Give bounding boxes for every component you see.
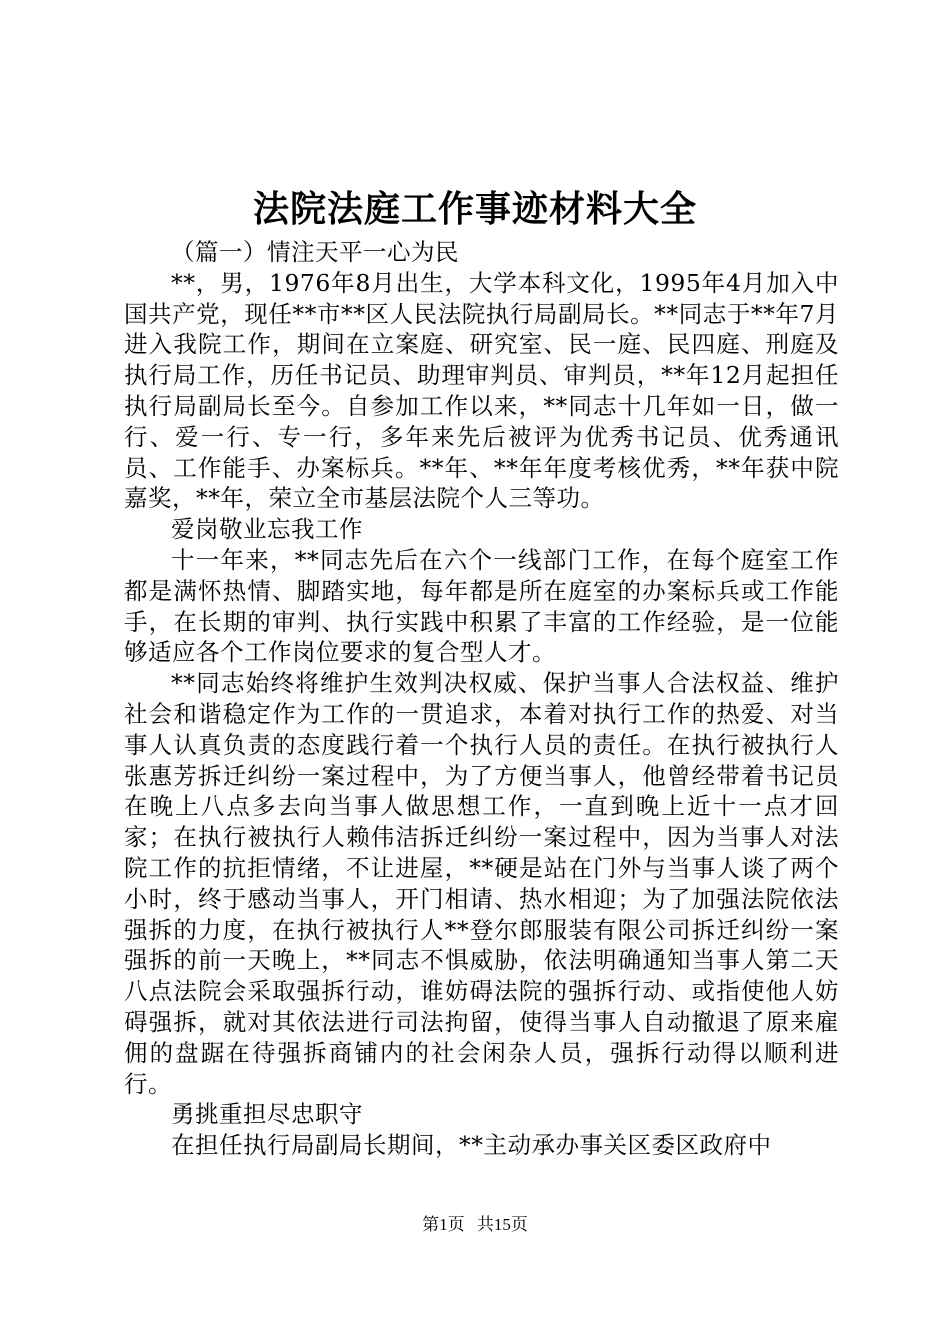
body-paragraph: 十一年来，**同志先后在六个一线部门工作，在每个庭室工作都是满怀热情、脚踏实地，每年都是所在庭室的办案标兵或工作能手，在长期的审判、执行实践中积累了丰富的工作经验，是一位能够适应各个工作岗位要求的复合型人才。 (124, 545, 839, 667)
document-title: 法院法庭工作事迹材料大全 (252, 188, 697, 230)
document-body (124, 237, 839, 1161)
page-total: 共15页 (476, 1215, 528, 1234)
section-heading: 勇挑重担尽忠职守 (171, 1100, 363, 1129)
body-paragraph: **同志始终将维护生效判决权威、保护当事人合法权益、维护社会和谐稳定作为工作的一贯追求，本着对执行工作的热爱、对当事人认真负责的态度践行着一个执行人员的责任。在执行被执行人张惠芳拆迁纠纷一案过程中，为了方便当事人，他曾经带着书记员在晚上八点多去向当事人做思想工作，一直到晚上近十一点才回家；在执行被执行人赖伟洁拆迁纠纷一案过程中，因为当事人对法院工作的抗拒情绪，不让进屋，**硬是站在门外与当事人谈了两个小时，终于感动当事人，开门相请、热水相迎；为了加强法院依法强拆的力度，在执行被执行人**登尔郎服装有限公司拆迁纠纷一案强拆的前一天晚上，**同志不惧威胁，依法明确通知当事人第二天八点法院会采取强拆行动，谁妨碍法院的强拆行动、或指使他人妨碍强拆，就对其依法进行司法拘留，使得当事人自动撤退了原来雇佣的盘踞在待强拆商铺内的社会闲杂人员，强拆行动得以顺利进行。 (124, 669, 839, 1098)
page-footer (0, 1214, 950, 1236)
section-heading: （篇一）情注天平一心为民 (171, 238, 459, 266)
body-paragraph: 在担任执行局副局长期间，**主动承办事关区委区政府中 (171, 1131, 772, 1160)
body-paragraph: **，男，1976年8月出生，大学本科文化，1995年4月加入中国共产党，现任**市**区人民法院执行局副局长。**同志于**年7月进入我院工作，期间在立案庭、研究室、民一庭、民四庭、刑庭及执行局工作，历任书记员、助理审判员、审判员，**年12月起担任执行局副局长至今。自参加工作以来，**同志十几年如一日，做一行、爱一行、专一行，多年来先后被评为优秀书记员、优秀通讯员、工作能手、办案标兵。**年、**年年度考核优秀，**年获中院嘉奖，**年，荣立全市基层法院个人三等功。 (124, 268, 839, 513)
section-heading: 爱岗敬业忘我工作 (171, 515, 363, 544)
page-number: 第1页 (422, 1215, 465, 1234)
